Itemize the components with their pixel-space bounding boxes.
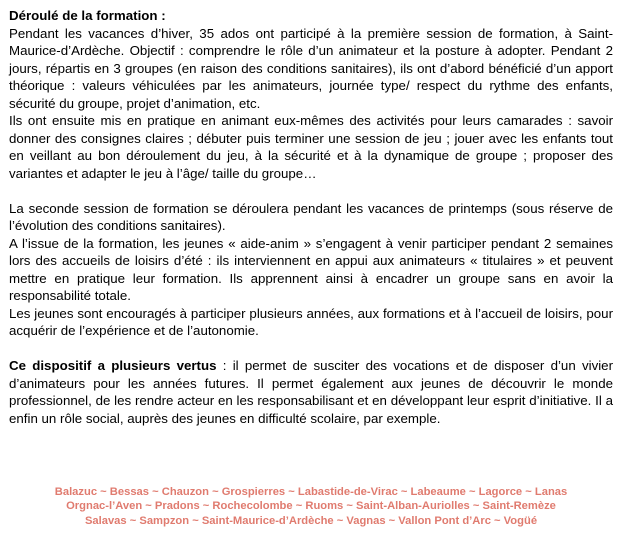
paragraph-practice: Ils ont ensuite mis en pratique en animant eux-mêmes des activités pour leurs camarades : savoir donner des consignes claires ; débuter puis terminer une session de jeu ; jouer avec les enfants tout en veillant au bon déroulement du jeu, à la sécurité et à la dynamique de groupe ; proposer des variantes et adapter le jeu à l’âge/ taille du groupe… xyxy=(9,113,613,181)
paragraph-after-training: A l’issue de la formation, les jeunes « aide-anim » s’engagent à venir participer pendant 2 semaines lors des accueils de loisirs d’été : ils interviennent en appui aux animateurs « titulaires » et peuvent mettre en pratique leur formation. Ils apprennent ainsi à encadrer un groupe sans en avoir la responsabilité totale. xyxy=(9,235,613,303)
section-heading: Déroulé de la formation : xyxy=(9,8,166,23)
paragraph-second-session: La seconde session de formation se déroulera pendant les vacances de printemps (sous réserve de l’évolution des conditions sanitaires). xyxy=(9,200,613,233)
footer-line-1: Balazuc ~ Bessas ~ Chauzon ~ Grospierres ~ Labastide-de-Virac ~ Labeaume ~ Lagorce ~ Lanas xyxy=(54,486,568,498)
virtues-lead: Ce dispositif a plusieurs vertus xyxy=(9,358,217,373)
paragraph-encouragement: Les jeunes sont encouragés à participer plusieurs années, aux formations et à l’accueil de loisirs, pour acquérir de l’expérience et de l’autonomie. xyxy=(9,305,613,338)
paragraph-virtues xyxy=(9,357,613,427)
spacer xyxy=(9,182,613,200)
communes-footer xyxy=(0,485,622,528)
footer-line-2: Orgnac-l’Aven ~ Pradons ~ Rochecolombe ~ Ruoms ~ Saint-Alban-Auriolles ~ Saint-Remèze xyxy=(66,500,556,513)
footer-line-3: Salavas ~ Sampzon ~ Saint-Maurice-d’Ardèche ~ Vagnas ~ Vallon Pont d’Arc ~ Vogüé xyxy=(84,514,538,527)
document-body xyxy=(9,7,613,427)
spacer xyxy=(9,340,613,358)
paragraph-winter-session: Pendant les vacances d’hiver, 35 ados ont participé à la première session de formation, à Saint-Maurice-d’Ardèche. Objectif : comprendre le rôle d’un animateur et la posture à adopter. Pendant 2 jours, répartis en 3 groupes (en raison des conditions sanitaires), ils ont d’abord bénéficié d’un apport théorique : valeurs véhiculées par les animateurs, journée type/ respect du rythme des enfants, sécurité du groupe, projet d’animation, etc. xyxy=(9,25,613,111)
virtues-text: : il permet de susciter des vocations et de disposer d’un vivier d’animateurs pour les années futures. Il permet également aux jeunes de découvrir le monde professionnel, de les rendre acteur en les responsabilisant et en développant leur esprit d’initiative. Il a enfin un rôle social, auprès des jeunes en difficulté scolaire, par exemple. xyxy=(9,358,613,426)
